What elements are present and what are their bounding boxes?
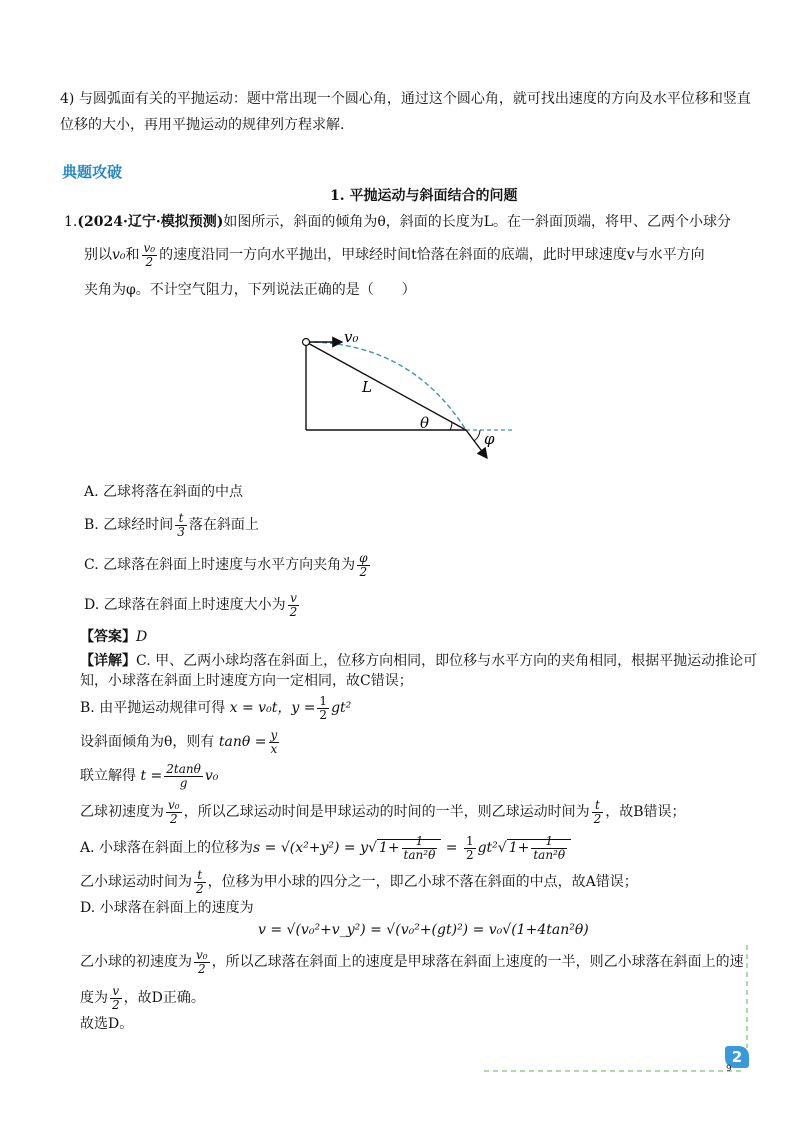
detail-final: 故选D。: [80, 1016, 134, 1032]
detail-b-1: B. 由平抛运动规律可得 x = v₀t，y = $\frac{1}{2}$ gt²: [80, 693, 352, 722]
answer-label: 【答案】: [80, 629, 136, 645]
option-c: C. 乙球落在斜面上时速度与水平方向夹角为 $\frac{\varphi}{2}$: [84, 550, 368, 579]
label-theta: θ: [420, 414, 430, 432]
problem-line-1: [64, 212, 731, 232]
problem-number: 1.: [64, 214, 78, 230]
answer-line: [80, 627, 147, 647]
incline-slope: [306, 342, 466, 430]
page-small-number: 9: [726, 1064, 732, 1074]
subsection-title: 1. 平抛运动与斜面结合的问题: [330, 188, 518, 204]
problem-line-3: 夹角为φ。不计空气阻力，下列说法正确的是（ ）: [84, 282, 416, 298]
detail-b-2: 设斜面倾角为θ，则有 tanθ = $\frac{y}{x}$: [80, 727, 278, 756]
page-corner-decoration: [480, 940, 760, 1080]
intro-line-2: 位移的大小，再用平抛运动的规律列方程求解.: [60, 117, 345, 133]
intro-line-1: 4) 与圆弧面有关的平抛运动：题中常出现一个圆心角，通过这个圆心角，就可找出速度的方向及水平位移和竖直: [60, 91, 751, 107]
label-phi: φ: [484, 430, 495, 448]
problem-stem-1: 如图所示，斜面的倾角为θ，斜面的长度为L。在一斜面顶端，将甲、乙两个小球分: [223, 214, 732, 230]
option-d: D. 乙球落在斜面上时速度大小为 $\frac{v}{2}$: [84, 590, 298, 619]
detail-label: 【详解】: [80, 653, 136, 669]
detail-c-1: 【详解】C. 甲、乙两小球均落在斜面上，位移方向相同，即位移与水平方向的夹角相同，根据平抛运动推论可: [80, 653, 758, 669]
detail-c-2: 知，小球落在斜面上时速度方向一定相同，故C错误；: [80, 673, 413, 689]
fraction-t-over-3: $\frac{t}{3}$: [177, 510, 185, 539]
incline-figure: [290, 320, 520, 470]
detail-b-3: 联立解得 t = $\frac{2\tan\theta}{g}$ v₀: [80, 761, 219, 790]
theta-arc: [450, 422, 452, 430]
detail-a-2: 乙小球运动时间为 $\frac{t}{2}$ ，位移为甲小球的四分之一，即乙小球不落在斜面的中点，故A错误；: [80, 867, 638, 896]
detail-d-1: D. 小球落在斜面上的速度为: [80, 900, 254, 916]
ball: [303, 339, 310, 346]
fraction-v0-over-2: $\frac{\text{v₀}}{2}$: [143, 240, 156, 269]
detail-d-2: 乙小球的初速度为 $\frac{\text{v₀}}{2}$ ，所以乙球落在斜面上的速度是甲球落在斜面上速度的一半，则乙小球落在斜面上的速: [80, 947, 744, 976]
label-v0: v₀: [344, 328, 359, 346]
detail-d-equation: v = √(v₀²+v_y²) = √(v₀²+(gt)²) = v₀√(1+4tan²θ): [258, 922, 589, 938]
fraction-v-over-2: $\frac{v}{2}$: [289, 590, 298, 619]
phi-arc: [474, 430, 480, 441]
detail-d-3: 度为 $\frac{v}{2}$ ，故D正确。: [80, 983, 205, 1012]
answer-value: D: [136, 629, 148, 645]
problem-source: (2024·辽宁·模拟预测): [77, 214, 224, 230]
detail-b-4: 乙球初速度为 $\frac{\text{v₀}}{2}$ ，所以乙球运动时间是甲球运动的时间的一半，则乙球运动时间为 $\frac{t}{2}$ ，故B错误；: [80, 797, 686, 826]
fraction-phi-over-2: $\frac{\varphi}{2}$: [359, 550, 368, 579]
label-L: L: [362, 378, 372, 396]
option-b: B. 乙球经时间 $\frac{t}{3}$ 落在斜面上: [84, 510, 259, 539]
section-title: 典题攻破: [62, 163, 123, 181]
page-number-badge: 2: [725, 1046, 749, 1068]
problem-line-2: 别以v₀和 $\frac{\text{v₀}}{2}$ 的速度沿同一方向水平抛出，甲球经时间t恰落在斜面的底端，此时甲球速度v与水平方向: [84, 240, 705, 269]
detail-a-1: A. 小球落在斜面上的位移为s = √(x²+y²) = y√ 1+ $\frac{1}{\text{tan²θ}}$ = $\frac{1}{2}$ gt²√ 1+ $\frac{1}{\text{tan²θ}}$: [80, 832, 571, 864]
option-a: A. 乙球将落在斜面的中点: [84, 484, 244, 500]
